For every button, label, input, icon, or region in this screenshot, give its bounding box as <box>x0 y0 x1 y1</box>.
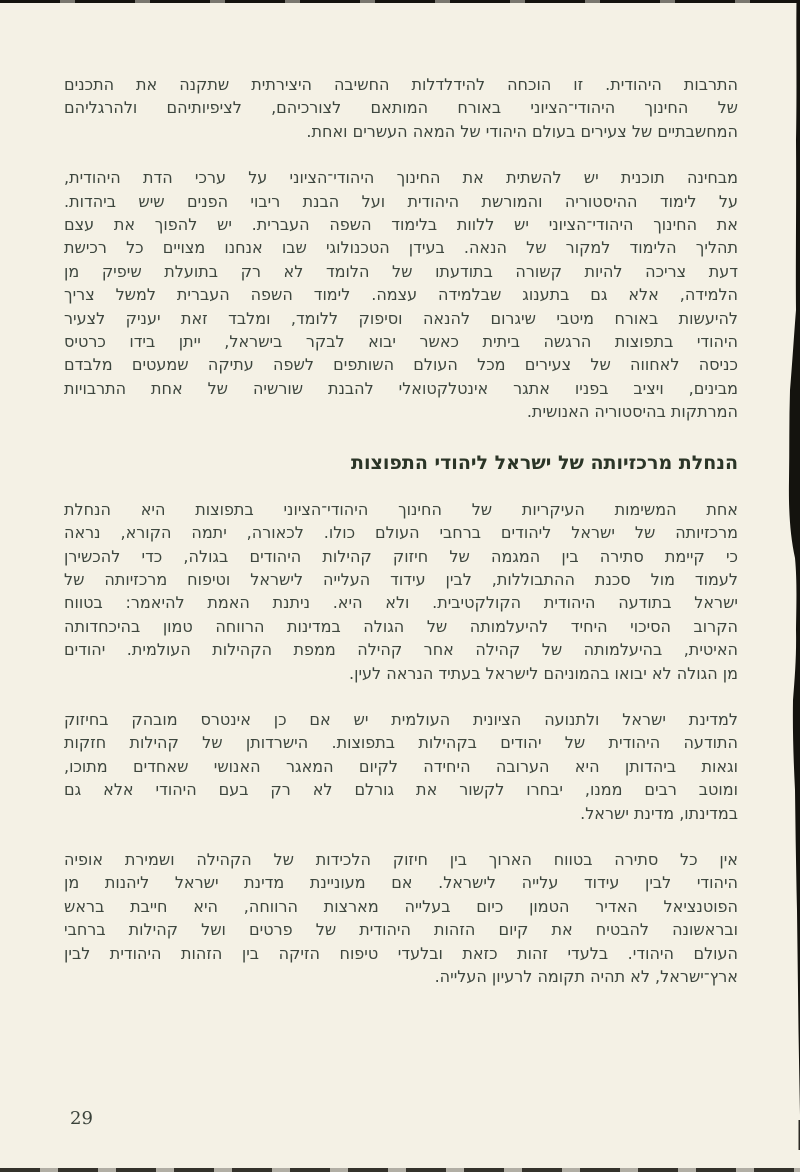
text-line: למדינת ישראל ולתנועה הציונית העולמית יש אם כן אינטרס מובהק בחיזוק <box>64 709 738 729</box>
scan-edge-bottom <box>0 1168 800 1172</box>
text-line: כניסה לאחווה של צעירים מכל העולם השותפים לשפה עתיקה שמעטים מלבדם <box>64 355 738 375</box>
scan-binding-shadow <box>786 0 800 1172</box>
text-line: היהודי לבין עידוד עלייה לישראל. אם מעוניינת מדינת ישראל ליהנות מן <box>64 873 738 893</box>
text-line: מרכזיותה של ישראל ליהודים ברחבי העולם כולו. לכאורה, יתמה הקורא, נראה <box>64 523 738 543</box>
page-number: 29 <box>70 1108 93 1129</box>
paragraph <box>64 708 738 825</box>
text-line: התודעה היהודית של יהודים בקהילות בתפוצות. הישרדותן של קהילות חזקות <box>64 733 738 753</box>
text-line: מבינים, ויציב בפניו אתגר אינטלקטואלי להבנת שורשיה של אחת התרבויות <box>64 378 738 398</box>
text-line: האיטית, בהיעלמותה של קהילה אחר קהילה ממפת הקהילות העולמית. יהודים <box>64 640 738 660</box>
text-line: היהודי בתפוצות הרגשה ביתית כאשר יבוא לבקר בישראל, ייתן בידו כרטיס <box>64 332 738 352</box>
text-line: ובראשונה להבטיח את קיום הזהות היהודית של פרטים ושל קהילות ברחבי <box>64 920 738 940</box>
text-line: מן הגולה לא יבואו בהמוניהם לישראל בעתיד הנראה לעין. <box>349 663 738 683</box>
text-line: של החינוך היהודי־הציוני באורח המותאם לצורכיהם, לציפיותיהם ולהרגליהם <box>64 98 738 118</box>
text-line: המחשבתיים של צעירים בעולם היהודי של המאה העשרים ואחת. <box>306 121 738 141</box>
text-line: כי קיימת סתירה בין המגמה של חיזוק קהילות היהודים בגולה, כדי להכשירן <box>64 546 738 566</box>
page-text-block <box>64 73 738 1011</box>
text-line: התרבות היהודית. זו הוכחה להידלדלות החשיבה היצירתית שתקנה את התכנים <box>64 75 738 94</box>
text-line: במדינתו, מדינת ישראל. <box>580 803 738 823</box>
text-line: אין כל סתירה בטווח הארוך בין חיזוק הלכידות של הקהילה ושמירת אופיה <box>64 849 738 869</box>
paragraphs-after-heading <box>64 498 738 989</box>
text-line: וגאות ביהדותן היא הערובה היחידה לקיום המאגר האנושי שאחדים מתוכו, <box>64 756 738 776</box>
paragraph <box>64 73 738 143</box>
paragraph <box>64 166 738 423</box>
paragraph <box>64 848 738 988</box>
text-line: ארץ־ישראל, לא תהיה תקומה לרעיון העלייה. <box>434 967 738 986</box>
paragraph <box>64 498 738 685</box>
text-line: הקרוב הסיכוי היחיד להיעלמותה של הגולה במדינות הרווחה טמון בהיכחדותה <box>64 616 738 636</box>
text-line: העולם היהודי. בלעדי זהות כזאת ובלעדי טיפוח הזיקה בין הזהות היהודית לבין <box>64 943 738 963</box>
paragraphs-before-heading <box>64 73 738 424</box>
text-line: לעמוד מול סכנת ההתבוללות, לבין עידוד העלייה לישראל וטיפוח מרכזיותה של <box>64 569 738 589</box>
text-line: את החינוך היהודי־הציוני יש ללוות בלימוד השפה העברית. יש להפוך את עצם <box>64 215 738 235</box>
text-line: הפוטנציאל האדיר הטמון כיום בעלייה מארצות הרווחה, היא חייבת בראש <box>64 896 738 916</box>
text-line: להיעשות באורח מיטבי שיגרום להנאה וסיפוק ללומד, ומלבד זאת יעניק לצעיר <box>64 308 738 328</box>
scan-edge-top <box>0 0 800 3</box>
text-line: ישראל בתודעה היהודית הקולקטיבית. ולא היא. ניתנת האמת להיאמר: בטווח <box>64 593 738 613</box>
text-line: הלמידה, אלא גם בתענוג שבלמידה עצמה. לימוד השפה העברית למשל צריך <box>64 285 738 305</box>
text-line: המרתקות בהיסטוריה האנושית. <box>526 402 738 422</box>
text-line: ומוטב רבים ממנו, יבחרו לקשור את גורלם לא רק בעם היהודי אלא גם <box>64 780 738 800</box>
text-line: אחת המשימות העיקריות של החינוך היהודי־הציוני בתפוצות היא הנחלת <box>64 499 738 519</box>
text-line: תהליך הלימוד למקור של הנאה. בעידן הטכנולוגי שבו אנחנו מצויים כל רכישת <box>64 238 738 258</box>
text-line: מבחינה תוכנית יש להשתית את החינוך היהודי־הציוני על ערכי הדת היהודית, <box>64 168 738 188</box>
text-line: דעת צריכה להיות קשורה בתודעתו של הלומד לא רק בתועלת שיפיק מן <box>64 261 738 281</box>
section-heading: הנחלת מרכזיותה של ישראל ליהודי התפוצות <box>350 451 738 474</box>
text-line: על לימוד ההיסטוריה והמורשת היהודית ועל הבנת ריבוי הפנים שיש ביהדות. <box>64 191 738 211</box>
